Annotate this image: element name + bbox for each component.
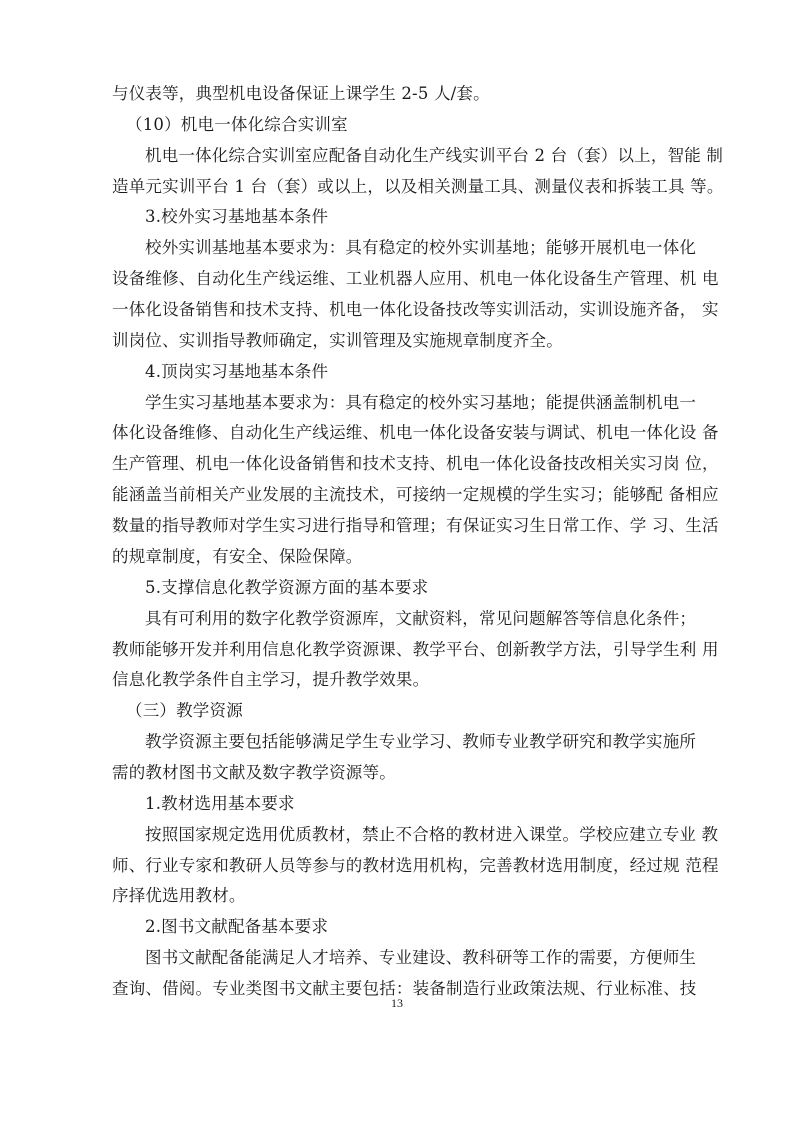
text-line: 图书文献配备能满足人才培养、专业建设、教科研等工作的需要，方便师生: [145, 948, 697, 968]
text-line: 机电一体化综合实训室应配备自动化生产线实训平台 2 台（套）以上，智能 制: [145, 145, 724, 165]
text-line: 一体化设备销售和技术支持、机电一体化设备技改等实训活动，实训设施齐备， 实: [112, 300, 719, 320]
text-line: 具有可利用的数字化教学资源库，文献资料，常见问题解答等信息化条件；: [145, 608, 697, 628]
text-line: 校外实训基地基本要求为：具有稳定的校外实训基地；能够开展机电一体化: [145, 238, 697, 258]
text-line: 按照国家规定选用优质教材，禁止不合格的教材进入课堂。学校应建立专业 教: [145, 824, 719, 844]
text-line: 学生实习基地基本要求为：具有稳定的校外实习基地；能提供涵盖制机电一: [145, 392, 697, 412]
text-line: 教师能够开发并利用信息化教学资源课、教学平台、创新教学方法，引导学生利 用: [112, 639, 719, 659]
text-line: 的规章制度，有安全、保险保障。: [112, 546, 363, 566]
text-line: 设备维修、自动化生产线运维、工业机器人应用、机电一体化设备生产管理、机 电: [112, 269, 719, 289]
text-line: 查询、借阅。专业类图书文献主要包括：装备制造行业政策法规、行业标准、技: [112, 979, 697, 998]
section-heading: 1.教材选用基本要求: [145, 793, 295, 813]
section-heading: 4.顶岗实习基地基本条件: [145, 361, 329, 381]
section-heading: 2.图书文献配备基本要求: [145, 917, 329, 937]
text-line: 序择优选用教材。: [112, 886, 246, 906]
text-line: 能涵盖当前相关产业发展的主流技术，可接纳一定规模的学生实习；能够配 备相应: [112, 485, 719, 505]
text-line: 教学资源主要包括能够满足学生专业学习、教师专业教学研究和教学实施所: [145, 732, 697, 752]
text-line: 师、行业专家和教研人员等参与的教材选用机构，完善教材选用制度，经过规 范程: [112, 855, 719, 875]
section-heading: 3.校外实习基地基本条件: [145, 207, 329, 227]
text-line: 信息化教学条件自主学习，提升教学效果。: [112, 670, 430, 690]
section-heading: 5.支撑信息化教学资源方面的基本要求: [145, 577, 429, 597]
page-number: 13: [391, 996, 403, 1010]
text-line: 训岗位、实训指导教师确定，实训管理及实施规章制度齐全。: [112, 330, 563, 350]
text-line: 造单元实训平台 1 台（套）或以上，以及相关测量工具、测量仪表和拆装工具 等。: [112, 176, 724, 196]
section-heading: （三）教学资源: [126, 701, 243, 721]
text-line: 生产管理、机电一体化设备销售和技术支持、机电一体化设备技改相关实习岗 位，: [112, 454, 719, 474]
text-line: 体化设备维修、自动化生产线运维、机电一体化设备安装与调试、机电一体化设 备: [112, 423, 719, 443]
section-heading: （10）机电一体化综合实训室: [126, 114, 348, 134]
text-line: 数量的指导教师对学生实习进行指导和管理；有保证实习生日常工作、学 习、生活: [112, 516, 719, 536]
text-line: 需的教材图书文献及数字教学资源等。: [112, 762, 396, 782]
text-line: 与仪表等，典型机电设备保证上课学生 2-5 人/套。: [112, 84, 490, 103]
